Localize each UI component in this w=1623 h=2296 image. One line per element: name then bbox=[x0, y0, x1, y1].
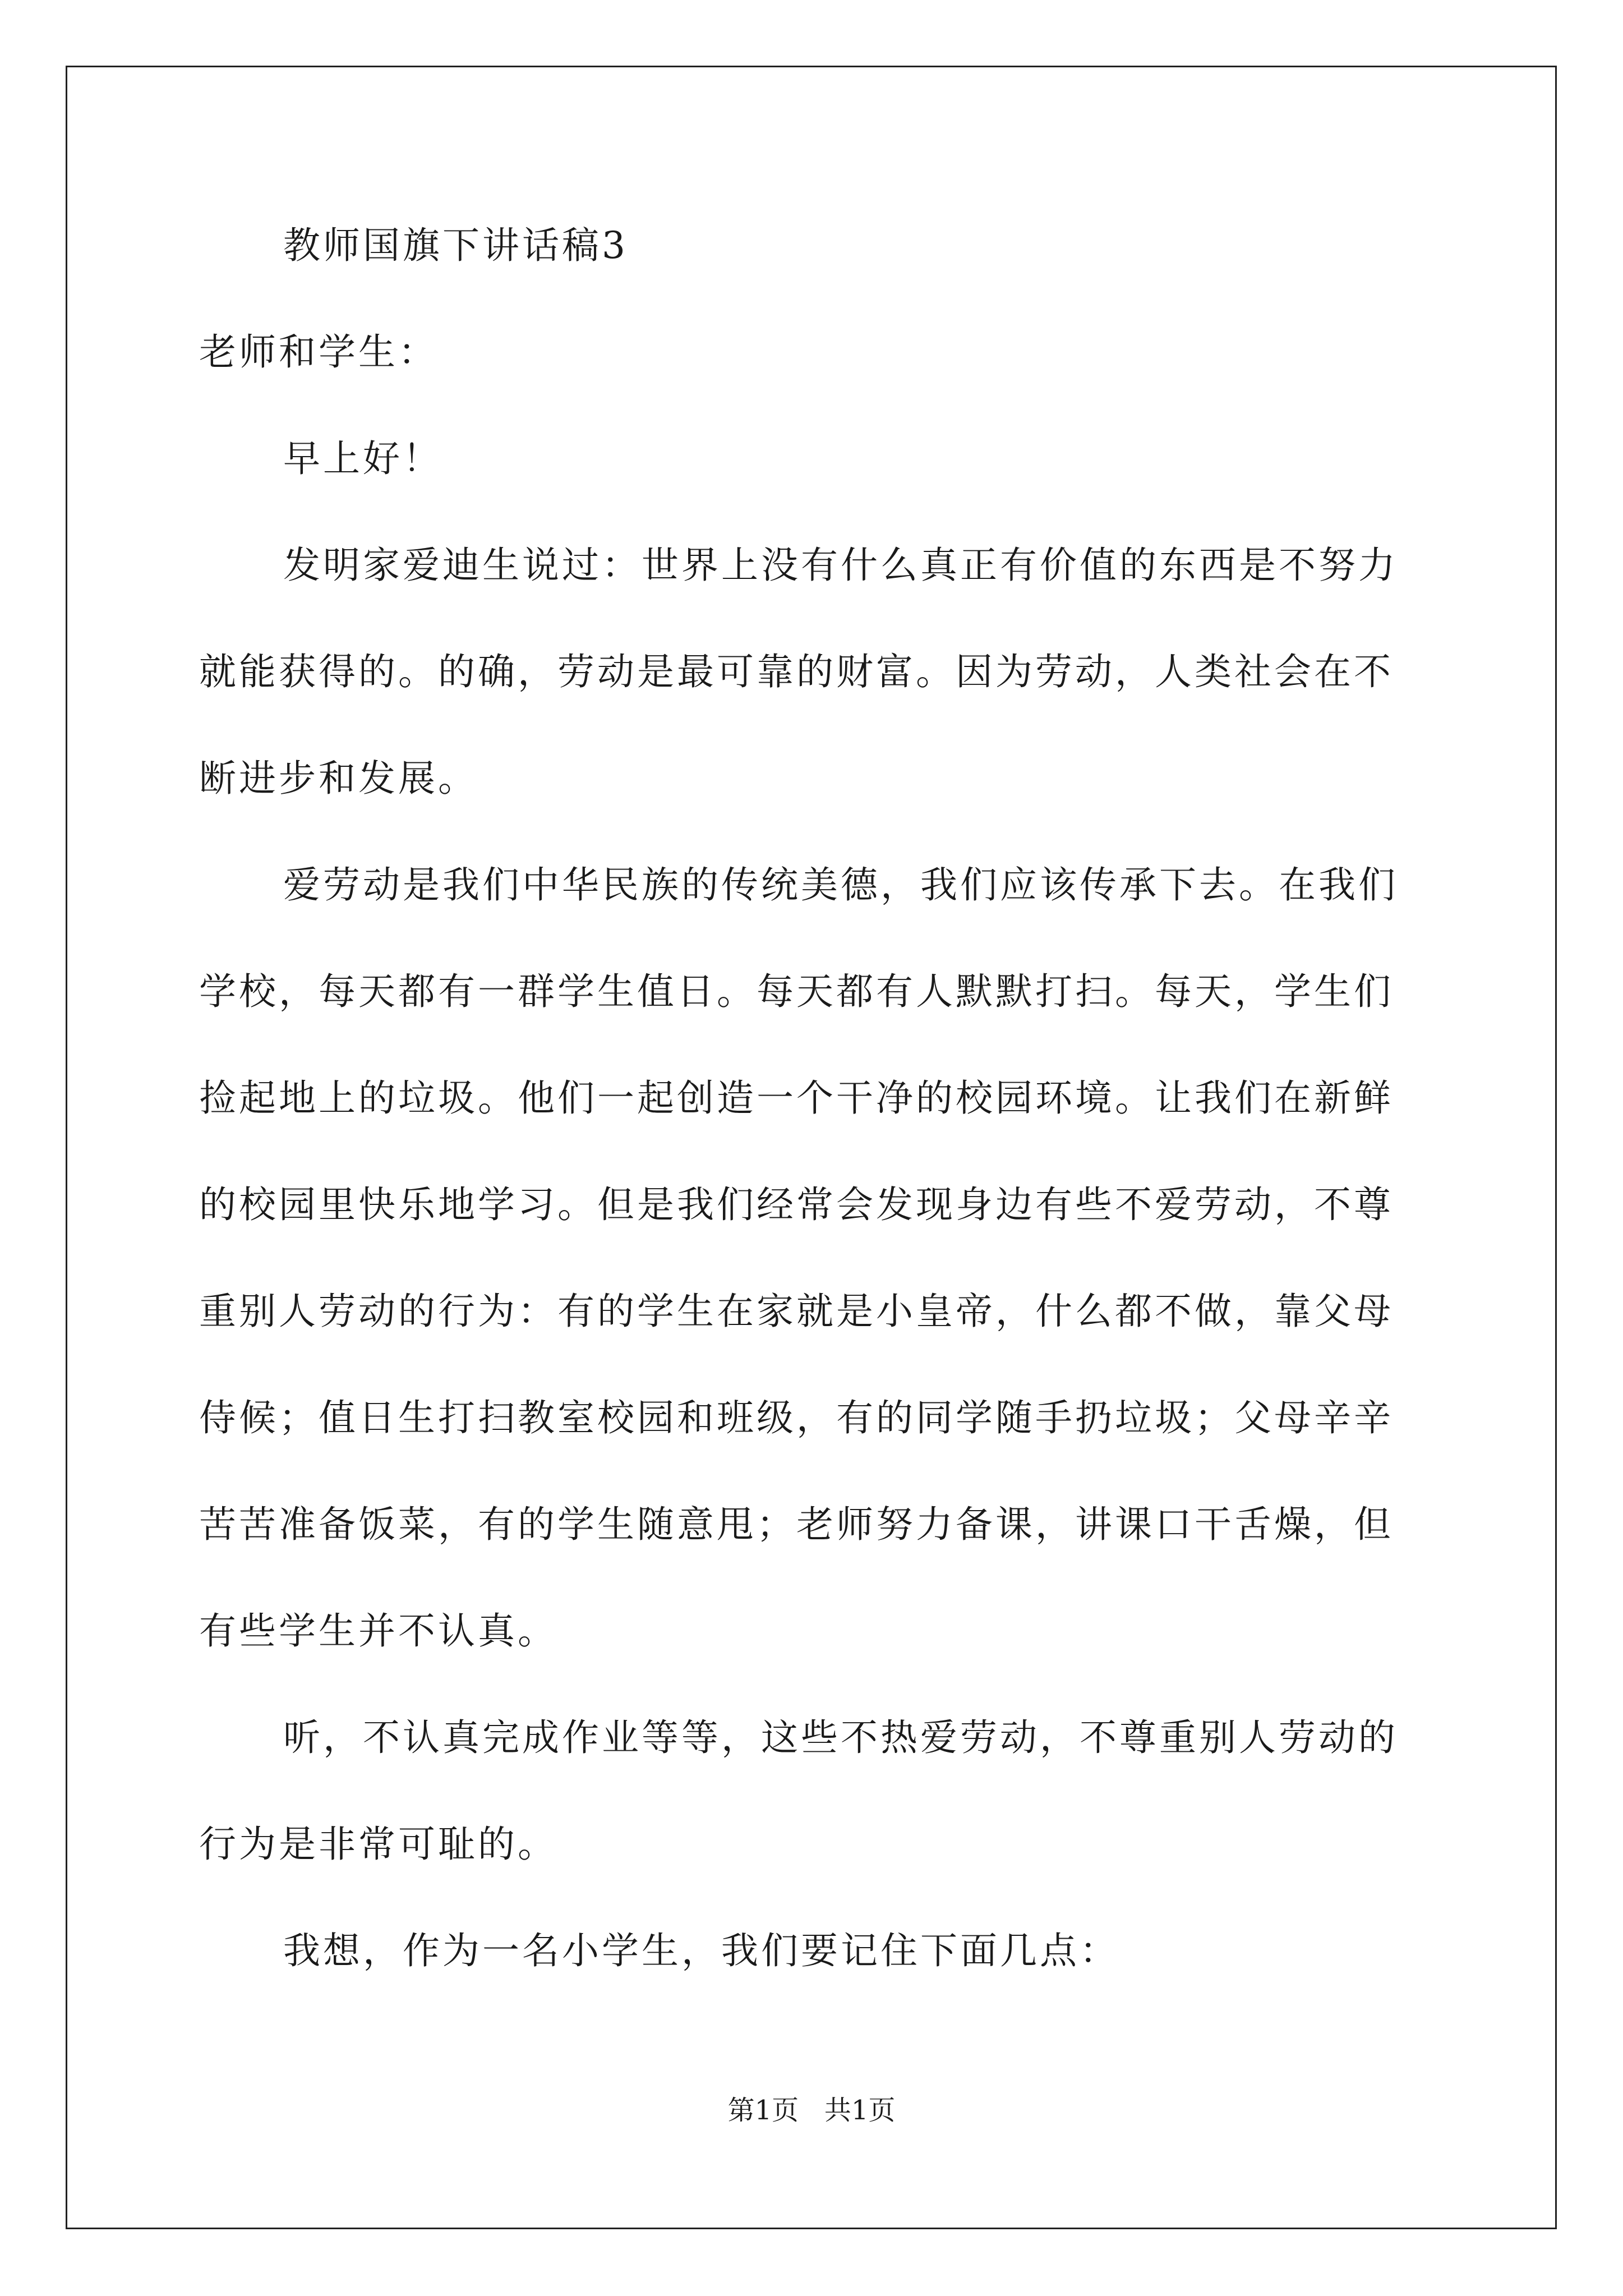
paragraph-line: 爱劳动是我们中华民族的传统美德，我们应该传承下去。在我们 bbox=[283, 863, 1398, 907]
paragraph-line: 重别人劳动的行为：有的学生在家就是小皇帝，什么都不做，靠父母 bbox=[199, 1290, 1394, 1333]
paragraph-line: 侍候；值日生打扫教室校园和班级，有的同学随手扔垃圾；父母辛辛 bbox=[199, 1396, 1394, 1439]
paragraph-line: 我想，作为一名小学生，我们要记住下面几点： bbox=[283, 1929, 1119, 1972]
paragraph-line: 就能获得的。的确，劳动是最可靠的财富。因为劳动，人类社会在不 bbox=[199, 650, 1394, 693]
paragraph-line: 断进步和发展。 bbox=[199, 757, 478, 800]
paragraph-line: 学校，每天都有一群学生值日。每天都有人默默打扫。每天，学生们 bbox=[199, 970, 1394, 1013]
paragraph-line: 有些学生并不认真。 bbox=[199, 1609, 557, 1653]
document-body bbox=[199, 222, 1433, 2033]
paragraph-line: 发明家爱迪生说过：世界上没有什么真正有价值的东西是不努力 bbox=[283, 544, 1398, 587]
paragraph-3 bbox=[199, 1714, 1433, 1927]
paragraph-2 bbox=[199, 861, 1433, 1714]
page-footer: 第1页 共1页 bbox=[727, 2095, 896, 2126]
paragraph-4 bbox=[199, 1927, 1433, 2033]
paragraph-line: 听，不认真完成作业等等，这些不热爱劳动，不尊重别人劳动的 bbox=[283, 1716, 1398, 1759]
paragraph-line: 的校园里快乐地学习。但是我们经常会发现身边有些不爱劳动，不尊 bbox=[199, 1183, 1394, 1226]
paragraph-1 bbox=[199, 541, 1433, 861]
paragraph-line: 苦苦准备饭菜，有的学生随意甩；老师努力备课，讲课口干舌燥，但 bbox=[199, 1503, 1394, 1546]
paragraph-line: 行为是非常可耻的。 bbox=[199, 1823, 557, 1866]
greeting: 老师和学生： bbox=[199, 330, 438, 374]
salutation: 早上好！ bbox=[283, 437, 442, 480]
document-title: 教师国旗下讲话稿3 bbox=[283, 224, 628, 267]
paragraph-line: 捡起地上的垃圾。他们一起创造一个干净的校园环境。让我们在新鲜 bbox=[199, 1076, 1394, 1120]
